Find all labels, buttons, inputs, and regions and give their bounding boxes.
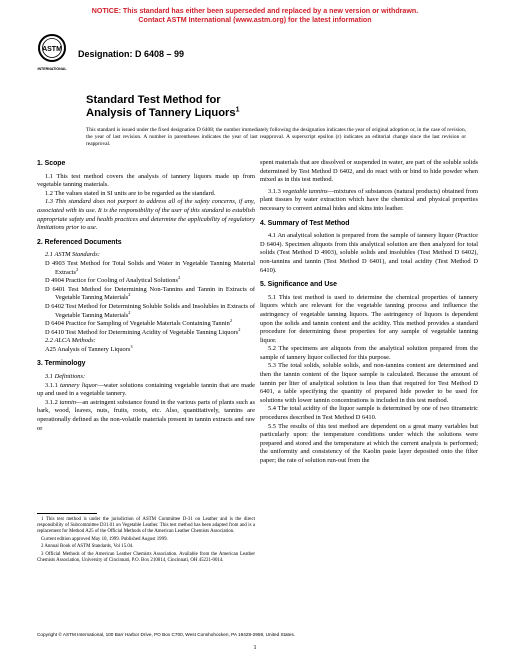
- ref-item-d4903: [37, 260, 255, 277]
- ref-sup: 2: [238, 326, 241, 332]
- ref-code: D 4904: [45, 277, 64, 285]
- footnotes: [37, 517, 255, 565]
- ref-sup: 2: [128, 309, 131, 315]
- ref-item-d6404: [37, 317, 255, 329]
- paragraph-5-4: 5.4 The total acidity of the liquor sample is determined by one of two titrametric procedures described in Test Method D 6410.: [260, 405, 478, 422]
- paragraph-1-3: 1.3 This standard does not purport to address all of the safety concerns, if any, associated with its use. It is the responsibility of the user of this standard to establish appropriate safety and health practices and determine the applicability of regulatory limitations prior to use.: [37, 198, 255, 232]
- page-number: 1: [253, 644, 257, 651]
- footnote-1-edition: Current edition approved May 10, 1999. Published August 1999.: [41, 536, 168, 542]
- definition-3-1-1: [37, 382, 255, 399]
- ref-code: D 6410: [45, 328, 64, 336]
- paragraph-4-1: 4.1 An analytical solution is prepared from the sample of tannery liquor (Practice D 6404). Specimen aliquots from this analytical solution are then analyzed for total solids (Test Method D 4903), soluble solids and insolubles (Test Method D 6402), non-tannins and tannin (Test Method D 6401), and total acidity (Test Method D 6410).: [260, 232, 478, 274]
- preamble: This standard is issued under the fixed designation D 6408; the number immediately following the designation indicates the year of original adoption or, in the case of revision, the year of last revision. A number in parentheses indicates the year of last reapproval. A superscript epsilon (ε) indicates an editorial change since the last revision or reapproval.: [86, 127, 466, 147]
- copyright-line: Copyright © ASTM International, 100 Barr Harbor Drive, PO Box C700, West Conshohocken, PA 19428-2959, United States.: [37, 632, 296, 637]
- def-text: —water solutions containing vegetable tannin that are made up and used in a vegetable tannery.: [37, 381, 255, 398]
- paragraph-1-1: 1.1 This test method covers the analysis of tannery liquors made up from vegetable tanning materials.: [37, 172, 255, 189]
- ref-text: Analysis of Tannery Liquors: [57, 345, 131, 353]
- paragraph-5-2: 5.2 The specimens are aliquots from the analytical solution prepared from the sample of tannery liquor collected for this purpose.: [260, 345, 478, 361]
- ref-code: D 4903: [45, 259, 65, 267]
- notice-line-1: NOTICE: This standard has either been superseded and replaced by a new version or withdrawn.: [91, 7, 419, 15]
- ref-item-d4904: [37, 277, 255, 286]
- title-line-1: Standard Test Method for: [86, 94, 221, 106]
- definition-3-1-2-continued: spent materials that are dissolved or suspended in water, are part of the soluble solids determined by Test Method D 6402, and do react with or bind to hide powder when mixed as in this test method.: [260, 159, 478, 184]
- astm-standards-label: 2.1 ASTM Standards:: [45, 251, 100, 259]
- def-term: vegetable tannins: [282, 187, 328, 195]
- logo-text: ASTM: [42, 46, 62, 53]
- title-footnote-mark: 1: [235, 105, 240, 113]
- ref-sup: 2: [177, 275, 181, 280]
- footnote-divider: [37, 513, 97, 514]
- withdrawn-notice: [0, 7, 510, 25]
- document-title: [86, 94, 240, 119]
- left-column: [37, 159, 255, 433]
- ref-text: Practice for Sampling of Vegetable Materials Containing Tannin: [65, 320, 230, 328]
- definitions-label: 3.1 Definitions:: [45, 373, 86, 381]
- right-column: [260, 159, 478, 466]
- section-heading-summary: 4. Summary of Test Method: [260, 219, 350, 227]
- ref-sup: 2: [128, 292, 131, 298]
- ref-code: D 6401: [45, 285, 66, 293]
- definition-3-1-3: [260, 188, 478, 214]
- paragraph-5-5: 5.5 The results of this test method are dependent on a great many variables but particularly upon: the temperature conditions under which the solutions were prepared and stored and the temperature at which the current analysis is performed; the uniformity and consistency of the Kaolin paste layer deposited onto the filter paper; the rate of solution run-out from the: [260, 422, 478, 464]
- ref-text: Test Method for Determining Non-Tannins and Tannin in Extracts of Vegetable Tanning Materials: [55, 285, 256, 302]
- ref-item-a25: [37, 343, 255, 355]
- def-number: 3.1.2: [45, 398, 58, 406]
- ref-sup: 2: [229, 317, 233, 323]
- def-term: tannery liquor: [59, 381, 98, 389]
- def-term: tannin: [59, 398, 76, 406]
- def-number: 3.1.3: [268, 187, 281, 195]
- paragraph-5-1: 5.1 This test method is used to determine the chemical properties of tannery liquors which are relevant for the vegetable tanning process and influence the astringency of vegetable tanning liquors. The astringency of liquors is dependent upon the solids and tannin content and the acidity. This method provides a standard procedure for determining these properties for any sample of vegetable tanning liquor.: [260, 293, 478, 344]
- ref-text: Test Method for Determining Soluble Solids and Insolubles in Extracts of Vegetable Tanning Materials: [55, 302, 256, 319]
- def-text: —mixtures of substances (natural products) obtained from plant tissues by water extraction which have the chemical and physical properties necessary to convert animal hides and skins into leather.: [260, 187, 478, 212]
- ref-item-d6410: [37, 326, 255, 338]
- ref-code: D 6402: [45, 302, 65, 310]
- section-heading-scope: 1. Scope: [37, 160, 66, 167]
- ref-text: Practice for Cooling of Analytical Solutions: [65, 277, 178, 285]
- ref-item-d6401: [37, 286, 255, 303]
- section-heading-significance: 5. Significance and Use: [260, 281, 337, 289]
- footnote-3: 3 Official Methods of the American Leather Chemists Association. Available from the American Leather Chemists Association, University of Cincinnati, P.O. Box 210014, Cincinnati, OH 45221-0014.: [37, 551, 255, 563]
- astm-logo-icon: [37, 33, 67, 75]
- ref-code: D 6404: [45, 320, 64, 328]
- paragraph-5-3: 5.3 The total solids, soluble solids, and non-tannins content are determined and then the tannin content of the liquor sample is calculated. Because the amount of tannin per liter of analytical solution is less than that required for Test Method D 6401, a table specifying the quantity of prepared hide powder to be used for solutions with lower tannin concentrations is included in this test method.: [260, 362, 478, 404]
- def-number: 3.1.1: [45, 381, 58, 389]
- logo-subtext: INTERNATIONAL: [37, 67, 67, 71]
- def-text: —an astringent substance found in the various parts of plants such as bark, wood, leaves, nuts, fruits, roots, etc. Also, quantitatively, tannins are operationally defined as the non-volatile materials present in tannin extracts and raw or: [37, 398, 255, 432]
- designation: Designation: D 6408 – 99: [78, 49, 185, 59]
- definition-3-1-2: [37, 399, 255, 433]
- ref-text: Test Method for Determining Acidity of Vegetable Tanning Liquors: [65, 328, 239, 336]
- ref-sup: 3: [130, 343, 133, 349]
- footnote-2: 2 Annual Book of ASTM Standards, Vol 15.04.: [41, 544, 134, 550]
- section-heading-referenced: 2. Referenced Documents: [37, 238, 122, 246]
- alca-methods-label: 2.2 ALCA Methods:: [45, 337, 96, 345]
- notice-line-2: Contact ASTM International (www.astm.org) for the latest information: [138, 16, 372, 24]
- title-line-2-text: Analysis of Tannery Liquors: [86, 106, 236, 119]
- title-line-2: [86, 107, 240, 120]
- ref-item-d6402: [37, 303, 255, 320]
- footnote-1: 1 This test method is under the jurisdiction of ASTM Committee D-31 on Leather and is the direct responsibility of Subcommittee D31.01 on Vegetable Leather. This test method has been adapted from and is a replacement for Method A25 of the Official Methods of the American Leather Chemists Association.: [37, 517, 255, 535]
- ref-code: A25: [45, 345, 57, 353]
- ref-text: Test Method for Total Solids and Water in Vegetable Tanning Material Extracts: [55, 259, 255, 276]
- section-heading-terminology: 3. Terminology: [37, 360, 86, 368]
- ref-sup: 2: [75, 266, 79, 272]
- paragraph-1-2: 1.2 The values stated in SI units are to be regarded as the standard.: [45, 189, 216, 197]
